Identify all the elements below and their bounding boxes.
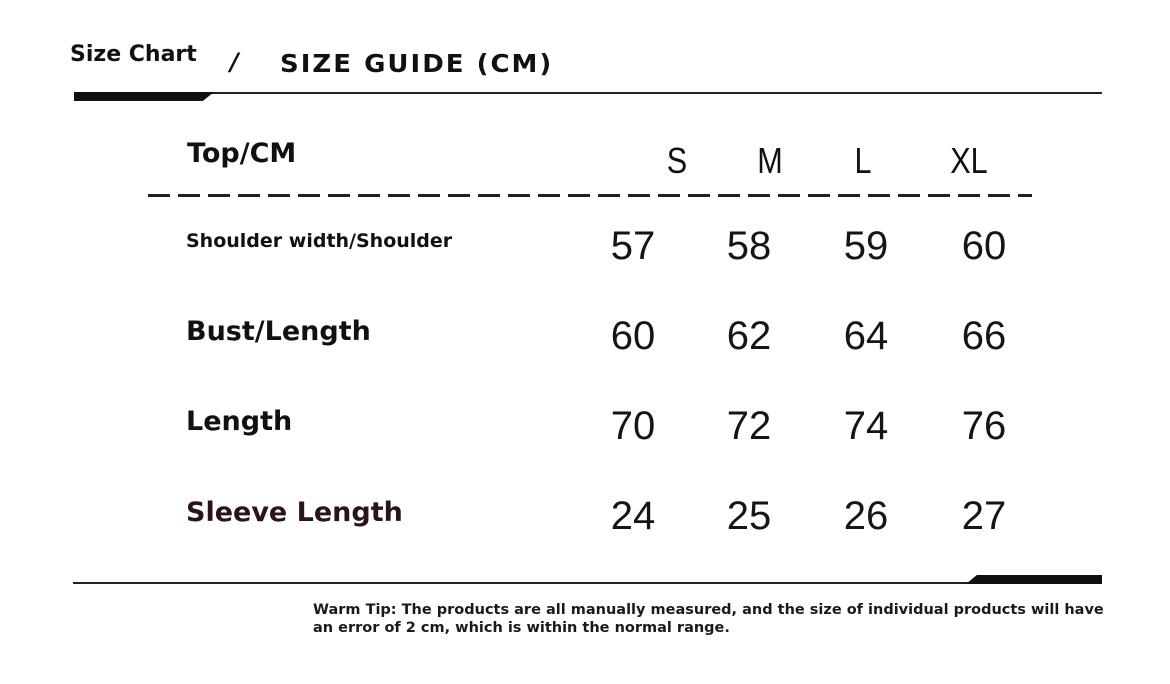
table-cell: 62 (726, 314, 772, 358)
table-cell: 74 (843, 404, 889, 448)
size-chart-label: Size Chart (70, 42, 197, 67)
header-dashed-divider (148, 194, 1032, 197)
warm-tip-note: Warm Tip: The products are all manually measured, and the size of individual products will have an error of 2 cm, which is within the normal range. (313, 602, 1104, 636)
table-cell: 76 (961, 404, 1007, 448)
top-divider (74, 92, 1102, 94)
row-label-shoulder: Shoulder width/Shoulder (186, 230, 453, 252)
table-cell: 25 (726, 494, 772, 538)
table-cell: 60 (961, 224, 1007, 268)
table-cell: 27 (961, 494, 1007, 538)
table-cell: 72 (726, 404, 772, 448)
row-label-length: Length (186, 406, 293, 437)
table-cell: 64 (843, 314, 889, 358)
bottom-divider-accent (966, 575, 1102, 584)
table-cell: 24 (610, 494, 656, 538)
bottom-divider (73, 582, 1102, 584)
table-header-label: Top/CM (187, 138, 297, 169)
table-cell: 57 (610, 224, 656, 268)
size-header-xl: XL (950, 140, 988, 181)
size-header-m: M (757, 140, 783, 181)
size-header-l: L (854, 140, 872, 181)
top-divider-accent (74, 92, 214, 101)
table-cell: 26 (843, 494, 889, 538)
title-slash-mark: / (230, 48, 239, 76)
row-label-sleeve-length: Sleeve Length (186, 497, 403, 528)
table-cell: 70 (610, 404, 656, 448)
table-cell: 60 (610, 314, 656, 358)
size-header-s: S (666, 140, 688, 181)
table-cell: 58 (726, 224, 772, 268)
table-cell: 59 (843, 224, 889, 268)
row-label-bust: Bust/Length (186, 316, 371, 347)
size-guide-title: SIZE GUIDE (CM) (280, 50, 554, 79)
table-cell: 66 (961, 314, 1007, 358)
